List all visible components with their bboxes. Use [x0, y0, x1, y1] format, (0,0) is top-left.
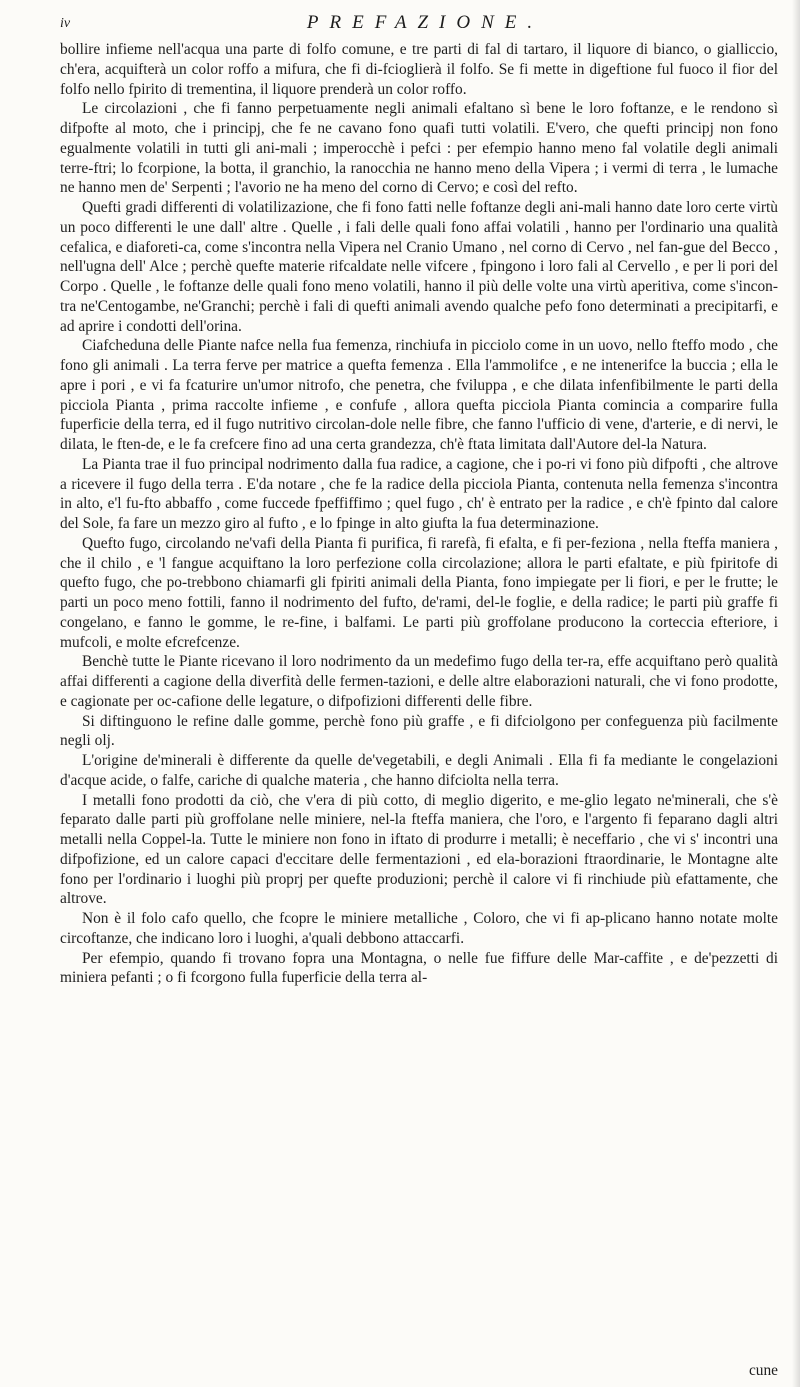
paragraph: Si diftinguono le refine dalle gomme, perchè fono più graffe , e fi difciolgono per confeguenza più facilmente negli olj. — [60, 712, 778, 750]
paragraph: Quefti gradi differenti di volatilizazione, che fi fono fatti nelle foftanze degli ani-mali hanno date loro certe virtù un poco differenti le une dall' altre . Quelle , i fali delle quali fono affai volatili , hanno per l'ordinario una qualità cefalica, e diaforeti-ca, come s'incontra nella Vipera nel Cranio Umano , nel corno di Cervo , nel fan-gue del Becco , nell'ugna dell' Alce ; perchè quefte materie rifcaldate nelle vifcere , fpingono i loro fali al Cervello , e per li pori del Corpo . Quelle , le foftanze delle quali fono meno volatili, hanno il più delle volte una virtù aperitiva, come s'incon-tra ne'Centogambe, ne'Granchi; perchè i fali di quefti animali avendo qualche pefo fono determinati a precipitarfi, e ad aprire i condotti dell'orina. — [60, 199, 778, 335]
paragraph: L'origine de'minerali è differente da quelle de'vegetabili, e degli Animali . Ella fi fa mediante le congelazioni d'acque acide, o falfe, cariche di qualche materia , che hanno difciolta nella terra. — [60, 752, 778, 789]
page-edge-shadow — [792, 0, 800, 1387]
paragraph: Le circolazioni , che fi fanno perpetuamente negli animali efaltano sì bene le loro foftanze, e le rendono sì difpofte al moto, che i principj, che fe ne cavano fono quafi tutti volatili. E'vero, che quefti principj non fono egualmente volatili in tutti gli ani-mali ; imperocchè i pefci : per efempio hanno meno fal volatile degli animali terre-ftri; lo fcorpione, la botta, il granchio, la ranocchia ne hanno meno della Vipera ; i vermi di terra , le lumache ne hanno men de' Serpenti ; l'avorio ne ha meno del corno di Cervo; e così del refto. — [60, 100, 778, 197]
catchword: cune — [748, 1362, 778, 1379]
page-header — [60, 6, 790, 38]
paragraph: Per efempio, quando fi trovano fopra una Montagna, o nelle fue fiffure delle Mar-caffite , e de'pezzetti di miniera pefanti ; o fi fcorgono fulla fuperficie della terra al- — [60, 949, 778, 987]
paragraph: Quefto fugo, circolando ne'vafi della Pianta fi purifica, fi rarefà, fi efalta, e fi per-feziona , nella fteffa maniera , che il chilo , e 'l fangue acquiftano la loro perfezione colla circolazione; allora le parti efaltate, e più fpiritofe di quefto fugo, che po-trebbono chiamarfi gli fpiriti animali della Pianta, fono impiegate per li fiori, e per le frutte; le parti un poco meno fottili, fanno il nodrimento del fufto, de'rami, del-le foglie, e della radice; le parti più graffe fi congelano, e fanno le gomme, le re-fine, i balfami. Le parti più groffolane producono la corteccia efteriore, i mufcoli, e molte efcrefcenze. — [60, 534, 778, 651]
paragraph: La Pianta trae il fuo principal nodrimento dalla fua radice, a cagione, che i po-ri vi fono più difpofti , che altrove a ricevere il fugo della terra . E'da notare , che fe la radice della picciola Pianta, contenuta nella femenza s'incontra in alto, e'l fu-fto abbaffo , come fuccede fpeffiffimo ; quel fugo , ch' è entrato per la radice , e ch'è fpinto dal calore del Sole, fa fare un mezzo giro al fufto , e lo fpinge in alto giufta la fua determinazione. — [60, 455, 778, 532]
page-number: iv — [60, 16, 71, 31]
paragraph: Benchè tutte le Piante ricevano il loro nodrimento da un medefimo fugo della ter-ra, effe acquiftano però qualità affai differenti a cagione della diverfità delle fermen-tazioni, e delle altre elaborazioni naturali, che vi fono prodotte, e cagionate per oc-cafione delle legature, o difpofizioni differenti delle fibre. — [60, 653, 778, 710]
paragraph: Non è il folo cafo quello, che fcopre le miniere metalliche , Coloro, che vi fi ap-plicano hanno notate molte circoftanze, che indicano loro i luoghi, a'quali debbono attaccarfi. — [60, 910, 778, 947]
paragraph: Ciafcheduna delle Piante nafce nella fua femenza, rinchiufa in picciolo come in un uovo, nello fteffo modo , che fono gli animali . La terra ferve per matrice a quefta femenza . Ella l'ammolifce , e ne intenerifce la buccia ; ella le apre i pori , e vi fa fcaturire un'umor nitrofo, che penetra, che fviluppa , e che dilata infenfibilmente le parti della picciola Pianta , prima raccolte infieme , e confufe , allora quefta picciola Pianta comincia a comparire fulla fuperficie della terra, ed il fugo nutritivo circolan-dole nelle fibre, che fanno l'ufficio di vene, d'arterie, e di nervi, le dilata, le ften-de, e le fa crefcere fino ad una certa grandezza, ch'è ftata limitata dall'Autore del-la Natura. — [60, 337, 778, 453]
paragraph: I metalli fono prodotti da ciò, che v'era di più cotto, di meglio digerito, e me-glio legato ne'minerali, che s'è feparato dalle parti più groffolane nelle miniere, nel-la fteffa maniera, che l'oro, e l'argento fi feparano dagli altri metalli nella Coppel-la. Tutte le miniere non fono in iftato di produrre i metalli; è neceffario , che vi s' incontri una difpofizione, ed un calore capaci d'eccitare delle fermentazioni , ed ela-borazioni ftraordinarie, le Montagne alte fono per l'ordinario i luoghi più proprj per quefte produzioni; perchè il calore vi fi rinchiude più efattamente, che altrove. — [60, 791, 778, 908]
running-title: PREFAZIONE. — [306, 12, 544, 33]
body-text — [60, 40, 778, 988]
paragraph: bollire infieme nell'acqua una parte di folfo comune, e tre parti di fal di tartaro, il liquore di bianco, o gialliccio, ch'era, acquifterà un color roffo a mifura, che fi di-fcioglierà il folfo. Se fi mette in digeftione ful fuoco il fior del folfo nello fpirito di trementina, il liquore prenderà un color roffo. — [60, 41, 778, 98]
